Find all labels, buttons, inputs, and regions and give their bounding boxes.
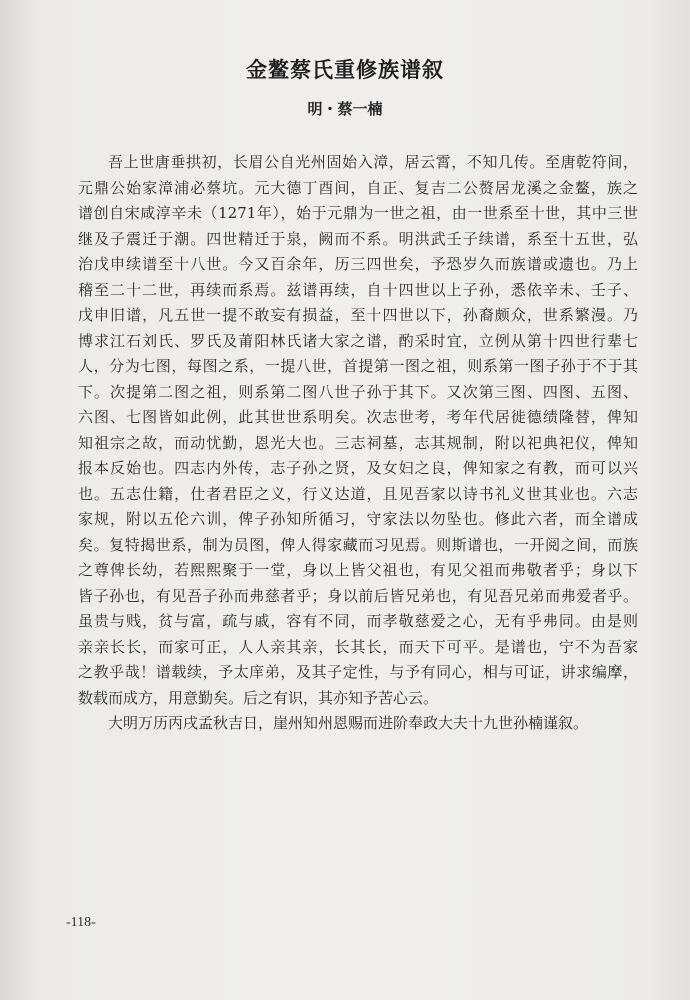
document-title: 金鳌蔡氏重修族谱叙	[246, 58, 444, 82]
signature-line: 大明万历丙戌孟秋吉日，崖州知州恩赐而进阶奉政大夫十九世孙楠谨叙。	[108, 714, 589, 732]
text-line: 数载而成方，用意勤矣。后之有识，其亦知予苦心云。	[78, 688, 439, 707]
text-line: 治戊申续谱至十八世。今又百余年，历三四世矣，予恐岁久而族谱或遗也。乃上	[78, 255, 638, 273]
text-line: 下。次提第二图之祖，则系第二图八世子孙于其下。又次第三图、四图、五图、	[78, 382, 638, 401]
text-line: 亲亲长长，而家可正，人人亲其亲，长其长，而天下可平。是谱也，宁不为吾家	[78, 637, 638, 656]
text-line: 报本反始也。四志内外传，志子孙之贤，及女妇之良，俾知家之有教，而可以兴	[78, 459, 638, 477]
text-line: 也。五志仕籍，仕者君臣之义，行义达道，且见吾家以诗书礼义世其业也。六志	[78, 484, 638, 503]
text-line: 人，分为七图，每图之系，一提八世，首提第一图之祖，则系第一图子孙于不于其	[78, 357, 638, 375]
text-line: 家规，附以五伦六训，俾子孙知所循习，守家法以勿坠也。修此六者，而全谱成	[78, 510, 638, 528]
text-line: 博求江石刘氏、罗氏及莆阳林氏诸大家之谱，酌采时宜，立例从第十四世行辈七	[78, 331, 638, 350]
author-line: 明・蔡一楠	[307, 100, 383, 118]
text-line: 虽贵与贱，贫与富，疏与戚，容有不同，而孝敬慈爱之心，无有乎弗同。由是则	[78, 612, 638, 630]
text-line: 吾上世唐垂拱初，长眉公自光州固始入漳，居云霄，不知几传。至唐乾符间，	[108, 153, 638, 171]
text-line: 六图、七图皆如此例，此其世世系明矣。次志世考，考年代居徙德绩隆替，俾知	[78, 408, 638, 426]
text-line: 继及子震迁于潮。四世精迁于泉，阙而不系。明洪武壬子续谱，系至十五世，弘	[78, 229, 638, 248]
body-text	[78, 150, 638, 737]
text-line: 矣。复特揭世系，制为员图，俾人得家藏而习见焉。则斯谱也，一开阅之间，而族	[78, 535, 638, 554]
text-line: 谱创自宋咸淳辛未（1271年），始于元鼎为一世之祖，由一世系至十世，其中三世	[78, 204, 638, 222]
text-line: 戊申旧谱，凡五世一提不敢妄有损益，至十四世以下，孙裔颇众，世系繁漫。乃	[78, 306, 638, 324]
text-line: 之尊俾长幼，若熙熙聚于一堂，身以上皆父祖也，有见父祖而弗敬者乎；身以下	[78, 561, 638, 579]
page-number: -118-	[66, 915, 96, 930]
text-line: 稽至二十二世，再续而系焉。兹谱再续，自十四世以上子孙，悉依辛未、壬子、	[78, 280, 638, 299]
text-line: 皆子孙也，有见吾子孙而弗慈者乎；身以前后皆兄弟也，有见吾兄弟而弗爱者乎。	[78, 586, 638, 605]
text-line: 之教乎哉！谱载续，予太庠弟，及其子定性，与予有同心，相与可证，讲求编摩，	[78, 663, 638, 681]
text-line: 元鼎公始家漳浦必蔡坑。元大德丁酉间，自正、复吉二公赘居龙溪之金鳌，族之	[78, 178, 638, 197]
text-line: 知祖宗之故，而动忧勤，恩光大也。三志祠墓，志其规制，附以祀典祀仪，俾知	[78, 433, 638, 452]
